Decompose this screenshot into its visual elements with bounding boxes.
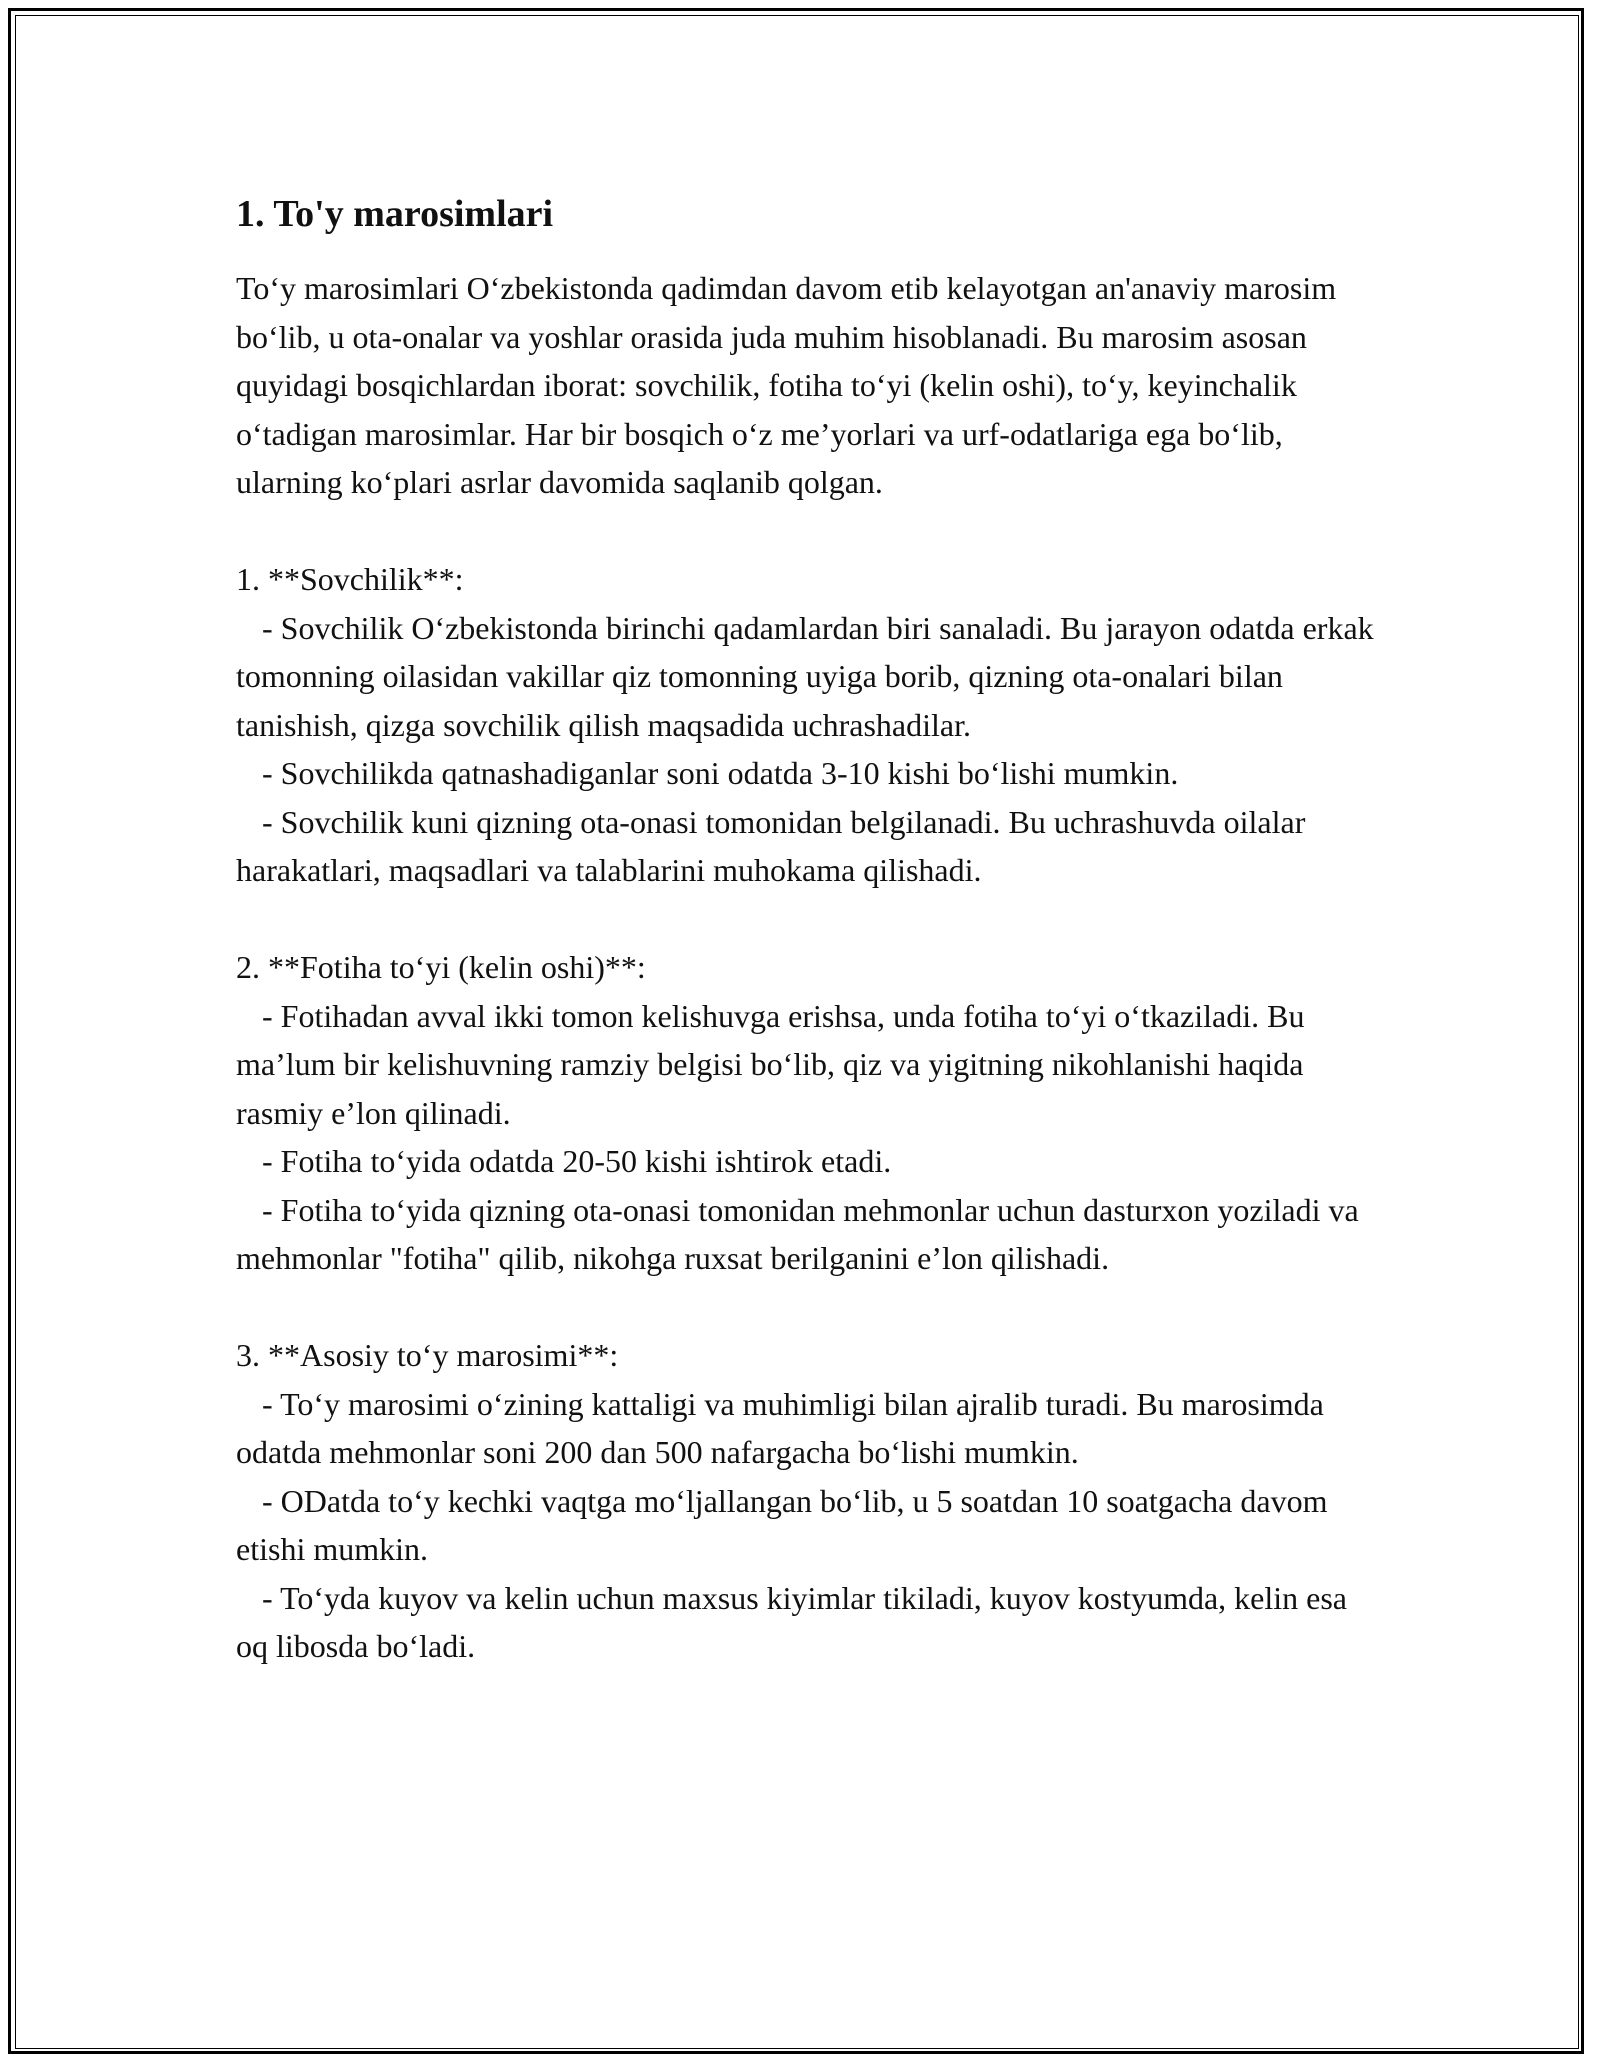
list-item: - Sovchilik kuni qizning ota-onasi tomonidan belgilanadi. Bu uchrashuvda oilalar harakatlari, maqsadlari va talablarini muhokama qilishadi.	[236, 803, 1306, 888]
spacer	[236, 1283, 1376, 1332]
list-item: - Sovchilikda qatnashadiganlar soni odatda 3-10 kishi bo‘lishi mumkin.	[262, 755, 1179, 791]
list-item: - ODatda to‘y kechki vaqtga mo‘ljallangan bo‘lib, u 5 soatdan 10 soatgacha davom etishi mumkin.	[236, 1482, 1328, 1567]
list-item: - Fotiha to‘yida odatda 20-50 kishi ishtirok etadi.	[262, 1143, 892, 1179]
spacer	[236, 507, 1376, 556]
section-heading: 1. **Sovchilik**:	[236, 561, 464, 597]
section-heading: 3. **Asosiy to‘y marosimi**:	[236, 1337, 619, 1373]
section-sovchilik	[236, 555, 1376, 895]
section-fotiha-toyi	[236, 943, 1376, 1283]
list-item: - Fotihadan avval ikki tomon kelishuvga erishsa, unda fotiha to‘yi o‘tkaziladi. Bu ma’lum bir kelishuvning ramziy belgisi bo‘lib, qiz va yigitning nikohlanishi haqida rasmiy e’lon qilinadi.	[236, 997, 1305, 1131]
section-heading: 2. **Fotiha to‘yi (kelin oshi)**:	[236, 949, 646, 985]
section-title: 1. To'y marosimlari	[236, 193, 554, 235]
document-body	[236, 184, 1376, 1671]
list-item: - To‘y marosimi o‘zining kattaligi va muhimligi bilan ajralib turadi. Bu marosimda odatda mehmonlar soni 200 dan 500 nafargacha bo‘lishi mumkin.	[236, 1385, 1324, 1470]
spacer	[236, 895, 1376, 944]
section-asosiy-toy	[236, 1331, 1376, 1671]
intro-paragraph: To‘y marosimlari O‘zbekistonda qadimdan davom etib kelayotgan an'anaviy marosim bo‘lib, u ota-onalar va yoshlar orasida juda muhim hisoblanadi. Bu marosim asosan quyidagi bosqichlardan iborat: sovchilik, fotiha to‘yi (kelin oshi), to‘y, keyinchalik o‘tadigan marosimlar. Har bir bosqich o‘z me’yorlari va urf-odatlariga ega bo‘lib, ularning ko‘plari asrlar davomida saqlanib qolgan.	[236, 270, 1345, 500]
list-item: - Fotiha to‘yida qizning ota-onasi tomonidan mehmonlar uchun dasturxon yoziladi va mehmonlar "fotiha" qilib, nikohga ruxsat berilganini e’lon qilishadi.	[236, 1191, 1359, 1276]
list-item: - Sovchilik O‘zbekistonda birinchi qadamlardan biri sanaladi. Bu jarayon odatda erkak tomonning oilasidan vakillar qiz tomonning uyiga borib, qizning ota-onalari bilan tanishish, qizga sovchilik qilish maqsadida uchrashadilar.	[236, 609, 1374, 743]
list-item: - To‘yda kuyov va kelin uchun maxsus kiyimlar tikiladi, kuyov kostyumda, kelin esa oq libosda bo‘ladi.	[236, 1579, 1347, 1664]
